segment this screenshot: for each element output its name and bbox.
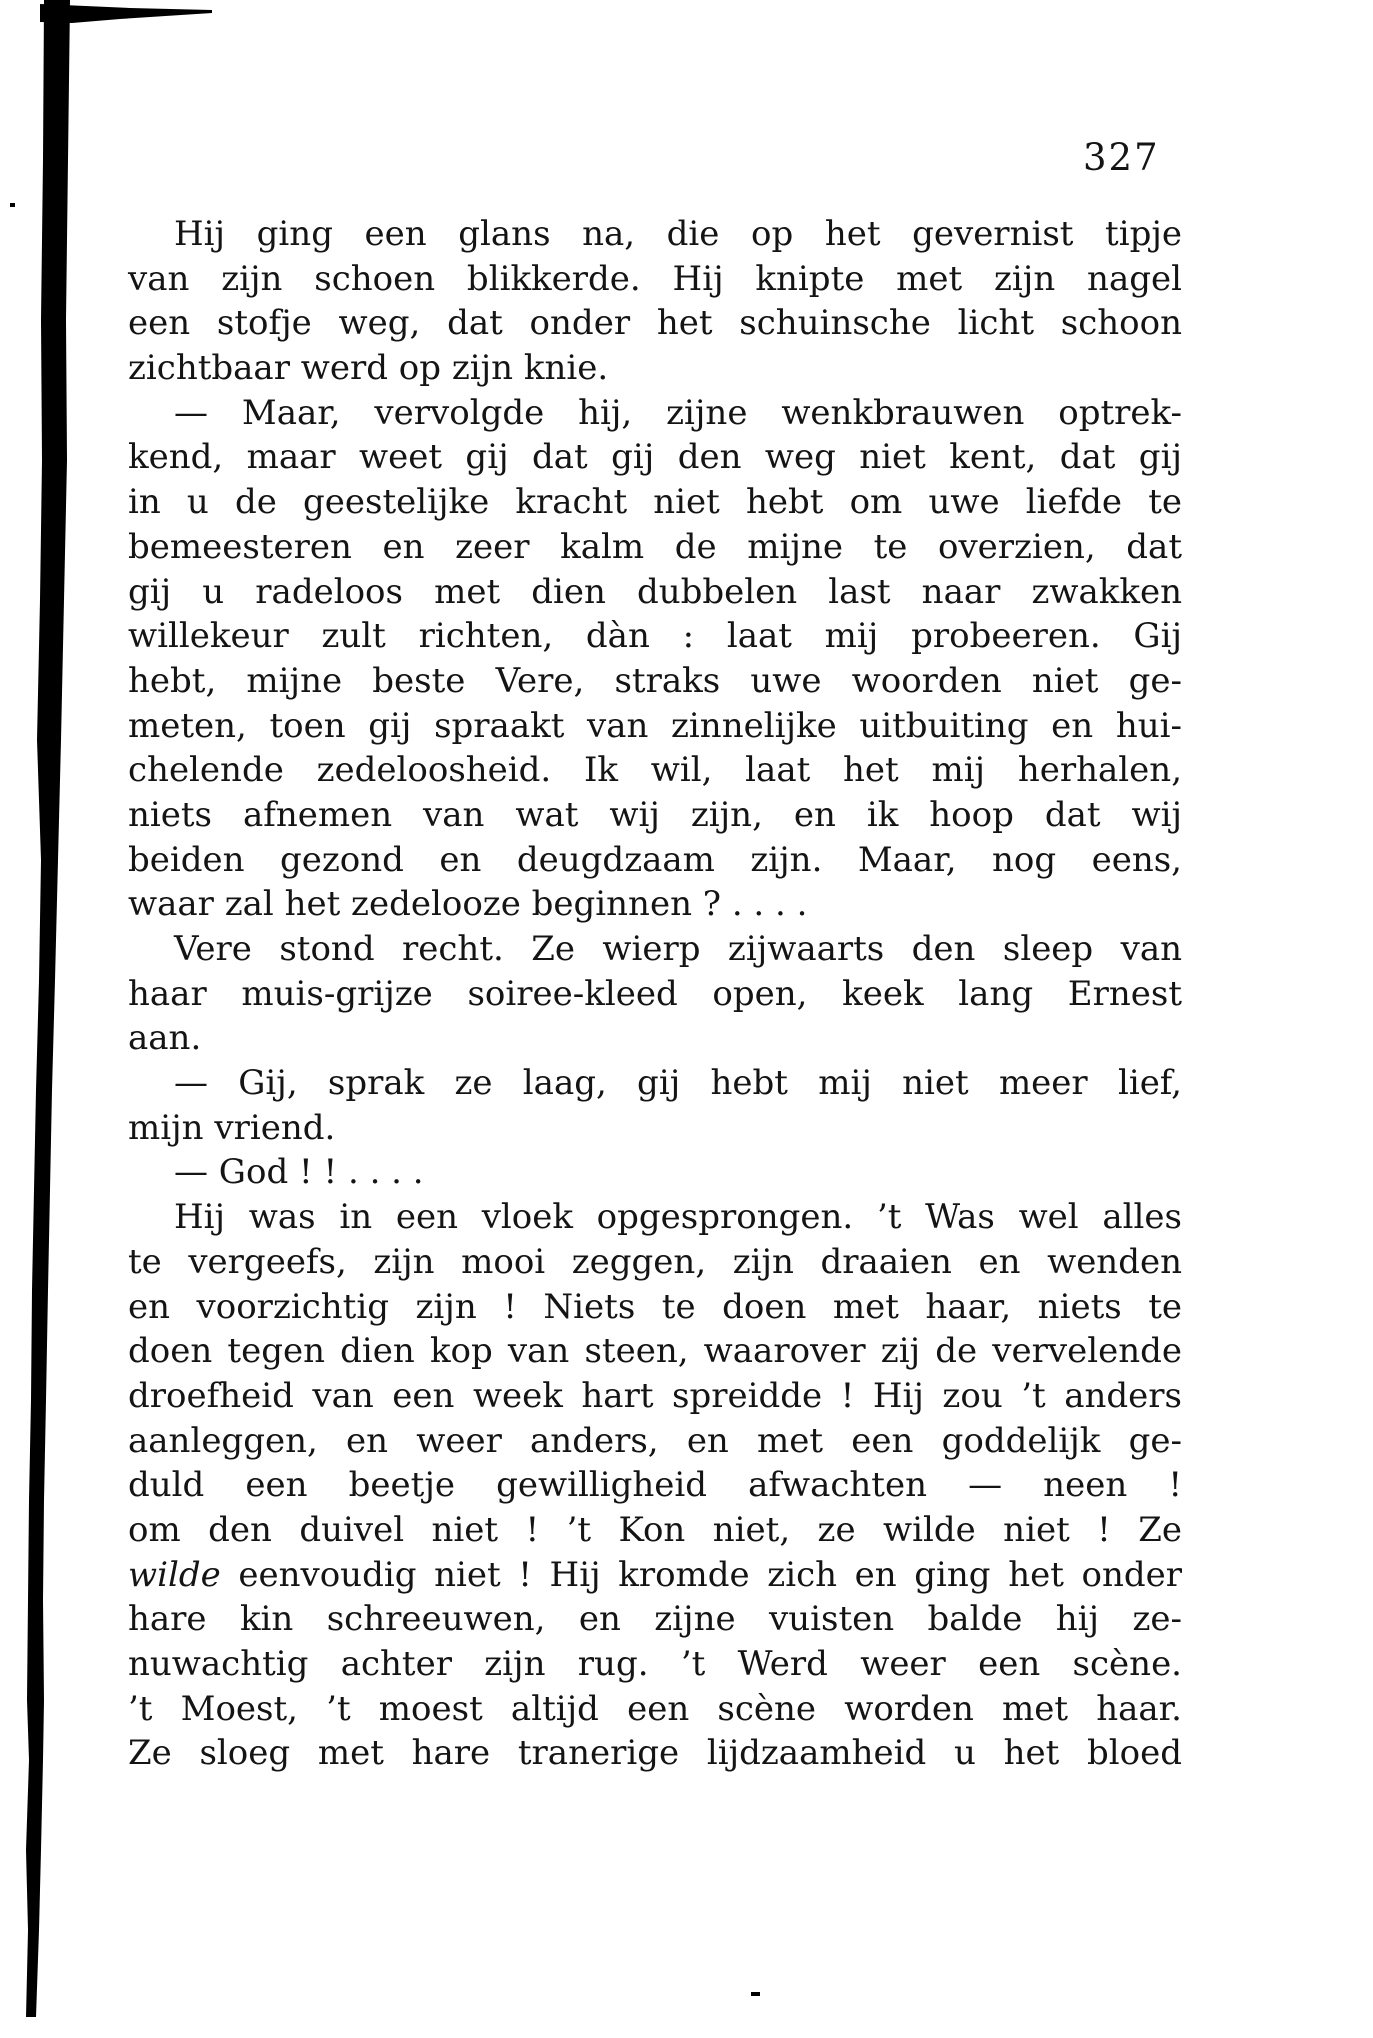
text-line: en voorzichtig zijn ! Niets te doen met haar, niets te <box>128 1286 1182 1327</box>
text-line: haar muis-grijze soiree-kleed open, keek lang Ernest <box>128 973 1182 1014</box>
text-line: kend, maar weet gij dat gij den weg niet kent, dat gij <box>128 437 1182 478</box>
text-line: Hij ging een glans na, die op het gevernist tipje <box>174 214 1182 254</box>
text-line: om den duivel niet ! ’t Kon niet, ze wilde niet ! Ze <box>128 1509 1182 1550</box>
text-line: Ze sloeg met hare tranerige lijdzaamheid u het bloed <box>128 1733 1182 1774</box>
text-line: Vere stond recht. Ze wierp zijwaarts den sleep van <box>174 929 1182 969</box>
text-line: ’t Moest, ’t moest altijd een scène worden met haar. <box>128 1688 1182 1729</box>
text-line: aanleggen, en weer anders, en met een goddelijk ge- <box>128 1420 1182 1461</box>
text-line: — Maar, vervolgde hij, zijne wenkbrauwen optrek- <box>174 392 1182 433</box>
text-line: willekeur zult richten, dàn : laat mij probeeren. Gij <box>128 616 1182 657</box>
text-line: meten, toen gij spraakt van zinnelijke uitbuiting en hui- <box>128 705 1182 746</box>
text-line: — God ! ! . . . . <box>174 1152 424 1193</box>
text-line: chelende zedeloosheid. Ik wil, laat het mij herhalen, <box>128 750 1182 791</box>
page-number: 327 <box>1083 136 1160 179</box>
speck <box>751 1992 760 1996</box>
text-line: nuwachtig achter zijn rug. ’t Werd weer een scène. <box>128 1644 1182 1684</box>
text-line: mijn vriend. <box>128 1107 336 1148</box>
speck <box>10 203 15 207</box>
text-line: hare kin schreeuwen, en zijne vuisten balde hij ze- <box>128 1599 1182 1640</box>
text-line: gij u radeloos met dien dubbelen last naar zwakken <box>128 571 1182 612</box>
text-line: zichtbaar werd op zijn knie. <box>128 348 609 389</box>
text-line: duld een beetje gewilligheid afwachten — neen ! <box>128 1465 1182 1506</box>
text-line: doen tegen dien kop van steen, waarover zij de vervelende <box>128 1331 1182 1372</box>
top-edge-mark <box>40 4 212 23</box>
text-line: Hij was in een vloek opgesprongen. ’t Was wel alles <box>174 1197 1182 1238</box>
text-line: droefheid van een week hart spreidde ! Hij zou ’t anders <box>128 1375 1182 1416</box>
text-line: waar zal het zedelooze beginnen ? . . . . <box>128 884 808 925</box>
italic-word: wilde <box>128 1554 221 1595</box>
text-line: in u de geestelijke kracht niet hebt om uwe liefde te <box>128 482 1182 523</box>
text-line: van zijn schoen blikkerde. Hij knipte met zijn nagel <box>128 258 1182 299</box>
text-line: een stofje weg, dat onder het schuinsche licht schoon <box>128 303 1182 344</box>
text-block <box>128 212 1182 1776</box>
text-line: wilde eenvoudig niet ! Hij kromde zich en ging het onder <box>128 1554 1182 1595</box>
text-line: beiden gezond en deugdzaam zijn. Maar, nog eens, <box>128 839 1182 880</box>
text-line: te vergeefs, zijn mooi zeggen, zijn draaien en wenden <box>128 1241 1182 1282</box>
text-line: bemeesteren en zeer kalm de mijne te overzien, dat <box>128 526 1182 567</box>
text-line: hebt, mijne beste Vere, straks uwe woorden niet ge- <box>128 660 1182 701</box>
text-line: aan. <box>128 1018 202 1059</box>
text-line: niets afnemen van wat wij zijn, en ik hoop dat wij <box>128 794 1182 835</box>
text-line: — Gij, sprak ze laag, gij hebt mij niet meer lief, <box>174 1063 1182 1104</box>
binding-bar-shape <box>26 0 70 2017</box>
